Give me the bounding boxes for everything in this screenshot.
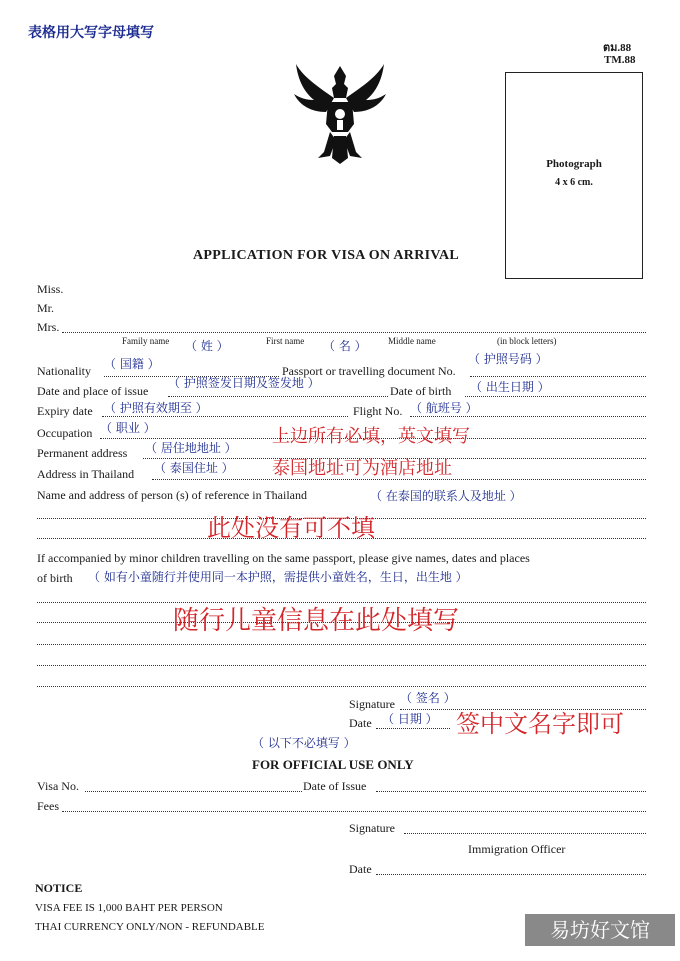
reference-person-label: Name and address of person (s) of reference in Thailand <box>37 488 307 502</box>
photo-size: 4 x 6 cm. <box>555 177 593 188</box>
notice-line-1: VISA FEE IS 1,000 BAHT PER PERSON <box>35 902 223 914</box>
fees-line[interactable] <box>62 811 646 812</box>
photo-box[interactable] <box>505 72 643 279</box>
occupation-cn: （ 职业 ） <box>100 421 156 435</box>
form-title: APPLICATION FOR VISA ON ARRIVAL <box>193 248 460 263</box>
flight-no-cn: （ 航班号 ） <box>410 401 478 415</box>
date-place-issue-cn: （ 护照签发日期及签发地 ） <box>168 376 320 390</box>
date-of-issue-line[interactable] <box>376 791 646 792</box>
signature-cn: （ 签名 ） <box>400 691 456 705</box>
children-line-5[interactable] <box>37 686 646 687</box>
family-name-label: Family name <box>122 336 170 346</box>
date-of-birth-cn: （ 出生日期 ） <box>470 380 550 394</box>
expiry-date-label: Expiry date <box>37 404 93 418</box>
form-code-thai: ตม.88 <box>603 42 632 54</box>
not-required-note: （ 以下不必填写 ） <box>252 736 356 750</box>
visa-no-label: Visa No. <box>37 779 79 793</box>
notice-line-2: THAI CURRENCY ONLY/NON - REFUNDABLE <box>35 921 265 933</box>
permanent-address-label: Permanent address <box>37 446 128 460</box>
photo-label: Photograph <box>546 158 602 170</box>
block-letters-label: (in block letters) <box>497 336 557 346</box>
occupation-label: Occupation <box>37 426 93 440</box>
children-line-4[interactable] <box>37 665 646 666</box>
date-place-issue-line[interactable] <box>168 396 388 397</box>
official-use-header: FOR OFFICIAL USE ONLY <box>252 757 414 772</box>
fees-label: Fees <box>37 799 59 813</box>
minor-children-label-2: of birth <box>37 571 73 585</box>
notice-title: NOTICE <box>35 881 83 895</box>
annotation-all-required: 上边所有必填，英文填写 <box>272 426 470 447</box>
first-name-cn: （ 名 ） <box>323 339 367 353</box>
annotation-optional: 此处没有可不填 <box>207 514 375 542</box>
passport-line[interactable] <box>470 376 646 377</box>
salutation-miss[interactable]: Miss. <box>37 282 64 296</box>
passport-cn: （ 护照号码 ） <box>468 352 548 366</box>
official-date-label: Date <box>349 862 372 876</box>
address-thailand-label: Address in Thailand <box>37 467 135 481</box>
passport-label: Passport or travelling document No. <box>282 364 456 378</box>
watermark-logo: 易坊好文馆 <box>525 914 675 946</box>
top-note: 表格用大写字母填写 <box>28 25 154 41</box>
official-date-line[interactable] <box>376 874 646 875</box>
nationality-label: Nationality <box>37 364 91 378</box>
immigration-officer-label: Immigration Officer <box>468 842 566 856</box>
date-cn: （ 日期 ） <box>382 712 438 726</box>
minor-children-cn: （ 如有小童随行并使用同一本护照，需提供小童姓名，生日，出生地 ） <box>88 570 468 584</box>
flight-no-line[interactable] <box>410 416 646 417</box>
name-line[interactable] <box>62 332 646 333</box>
children-line-3[interactable] <box>37 644 646 645</box>
official-signature-label: Signature <box>349 821 395 835</box>
form-code: TM.88 <box>604 54 636 66</box>
reference-person-cn: （ 在泰国的联系人及地址 ） <box>370 489 522 503</box>
date-label: Date <box>349 716 372 730</box>
annotation-chinese-sign: 签中文名字即可 <box>456 710 624 738</box>
date-of-birth-line[interactable] <box>465 396 646 397</box>
minor-children-label-1: If accompanied by minor children travelling on the same passport, please give names, dates and places <box>37 551 530 565</box>
family-name-cn: （ 姓 ） <box>185 339 229 353</box>
visa-no-line[interactable] <box>85 791 302 792</box>
first-name-label: First name <box>266 336 305 346</box>
address-thailand-cn: （ 泰国住址 ） <box>154 461 234 475</box>
flight-no-label: Flight No. <box>353 404 403 418</box>
annotation-children: 随行儿童信息在此处填写 <box>173 606 460 636</box>
salutation-mr[interactable]: Mr. <box>37 301 55 315</box>
garuda-emblem-icon <box>290 58 390 168</box>
annotation-hotel-ok: 泰国地址可为酒店地址 <box>272 458 452 479</box>
date-of-issue-label: Date of Issue <box>303 779 367 793</box>
date-of-birth-label: Date of birth <box>390 384 452 398</box>
signature-label: Signature <box>349 697 395 711</box>
official-signature-line[interactable] <box>404 833 646 834</box>
date-line[interactable] <box>376 728 450 729</box>
expiry-date-cn: （ 护照有效期至 ） <box>104 401 208 415</box>
date-place-issue-label: Date and place of issue <box>37 384 149 398</box>
salutation-mrs[interactable]: Mrs. <box>37 320 60 334</box>
expiry-date-line[interactable] <box>102 416 348 417</box>
middle-name-label: Middle name <box>388 336 436 346</box>
permanent-address-cn: （ 居住地地址 ） <box>145 441 237 455</box>
nationality-cn: （ 国籍 ） <box>104 357 160 371</box>
